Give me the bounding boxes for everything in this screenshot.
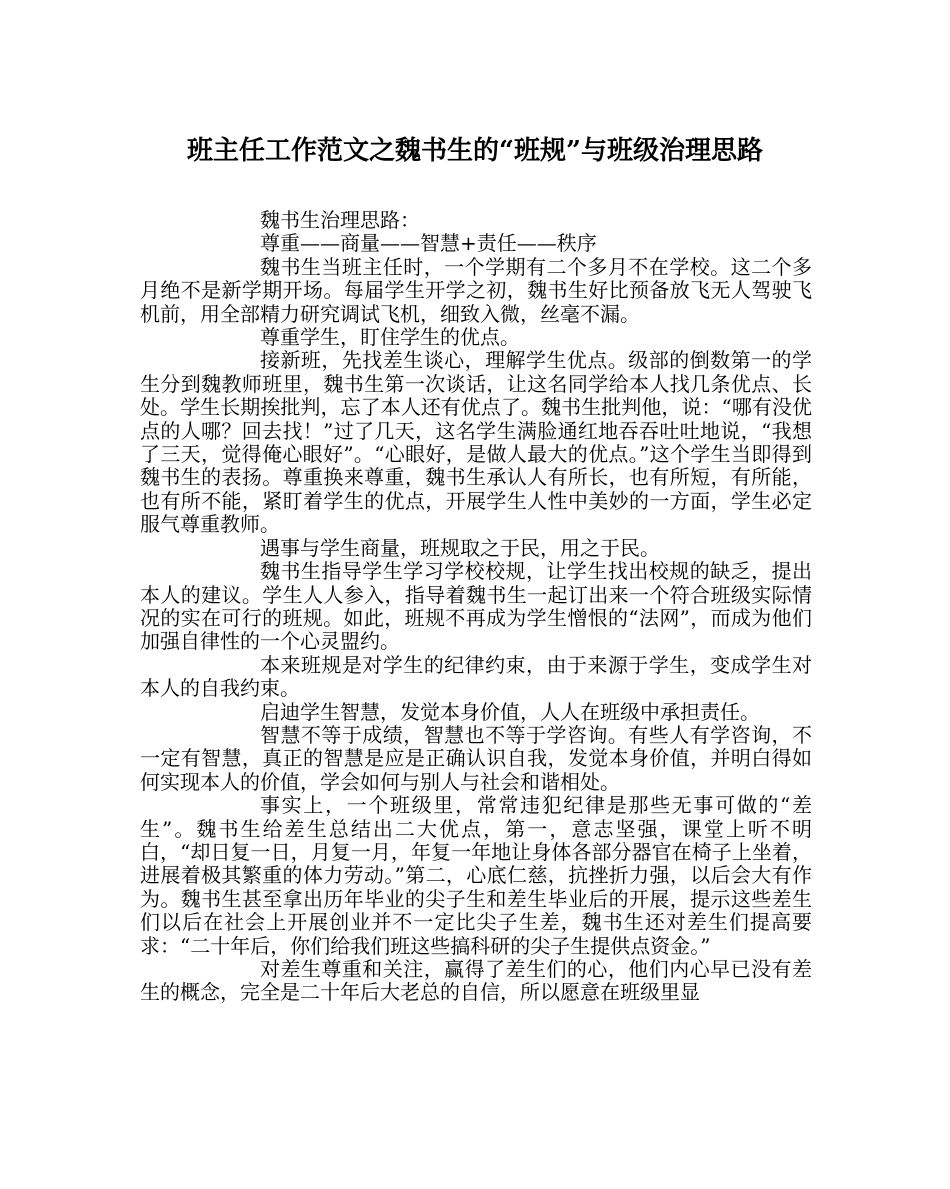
paragraph-respect-poor-students: 对差生尊重和关注，赢得了差生们的心，他们内心早已没有差生的概念，完全是二十年后大老总的自信，所以愿意在班级里显 xyxy=(140,957,812,1005)
paragraph-wisdom-heading: 启迪学生智慧，发觉本身价值，人人在班级中承担责任。 xyxy=(260,699,760,724)
paragraph-semester-start: 魏书生当班主任时，一个学期有二个多月不在学校。这二个多月绝不是新学期开场。每届学生开学之初，魏书生好比预备放飞无人驾驶飞机前，用全部精力研究调试飞机，细致入微，丝毫不漏。 xyxy=(140,254,812,326)
document-body xyxy=(140,209,812,1005)
paragraph-new-class: 接新班，先找差生谈心，理解学生优点。级部的倒数第一的学生分到魏教师班里，魏书生第一次谈话，让这名同学给本人找几条优点、长处。学生长期挨批判，忘了本人还有优点了。魏书生批判他，说：“哪有没优点的人哪？回去找！”过了几天，这名学生满脸通红地吞吞吐吐地说，“我想了三天，觉得俺心眼好”。“心眼好，是做人最大的优点。”这个学生当即得到魏书生的表扬。尊重换来尊重，魏书生承认人有所长，也有所短，有所能，也有所不能，紧盯着学生的优点，开展学生人性中美妙的一方面，学生必定服气尊重教师。 xyxy=(140,348,812,537)
paragraph-class-rules: 魏书生指导学生学习学校校规，让学生找出校规的缺乏，提出本人的建议。学生人人参入，指导着魏书生一起订出来一个符合班级实际情况的实在可行的班规。如此，班规不再成为学生憎恨的“法网”，而成为他们加强自律性的一个心灵盟约。 xyxy=(140,559,812,654)
paragraph-consult-heading: 遇事与学生商量，班规取之于民，用之于民。 xyxy=(260,535,660,560)
document-title: 班主任工作范文之魏书生的“班规”与班级治理思路 xyxy=(187,136,763,166)
paragraph-self-discipline: 本来班规是对学生的纪律约束，由于来源于学生，变成学生对本人的自我约束。 xyxy=(140,652,812,701)
paragraph-respect-heading: 尊重学生，盯住学生的优点。 xyxy=(260,325,520,350)
paragraph-approach-formula: 尊重——商量——智慧+责任——秩序 xyxy=(260,231,597,256)
paragraph-poor-students: 事实上，一个班级里，常常违犯纪律是那些无事可做的“差生”。魏书生给差生总结出二大优点，第一，意志坚强，课堂上听不明白，“却日复一日，月复一月，年复一年地让身体各部分器官在椅子上坐着，进展着极其繁重的体力劳动。”第二，心底仁慈，抗挫折力强，以后会大有作为。魏书生甚至拿出历年毕业的尖子生和差生毕业后的开展，提示这些差生们以后在社会上开展创业并不一定比尖子生差，魏书生还对差生们提高要求：“二十年后，你们给我们班这些搞科研的尖子生提供点资金。” xyxy=(140,793,812,958)
paragraph-approach-heading: 魏书生治理思路： xyxy=(260,208,420,232)
paragraph-wisdom: 智慧不等于成绩，智慧也不等于学咨询。有些人有学咨询，不一定有智慧，真正的智慧是应是正确认识自我，发觉本身价值，并明白得如何实现本人的价值，学会如何与别人与社会和谐相处。 xyxy=(140,722,812,794)
